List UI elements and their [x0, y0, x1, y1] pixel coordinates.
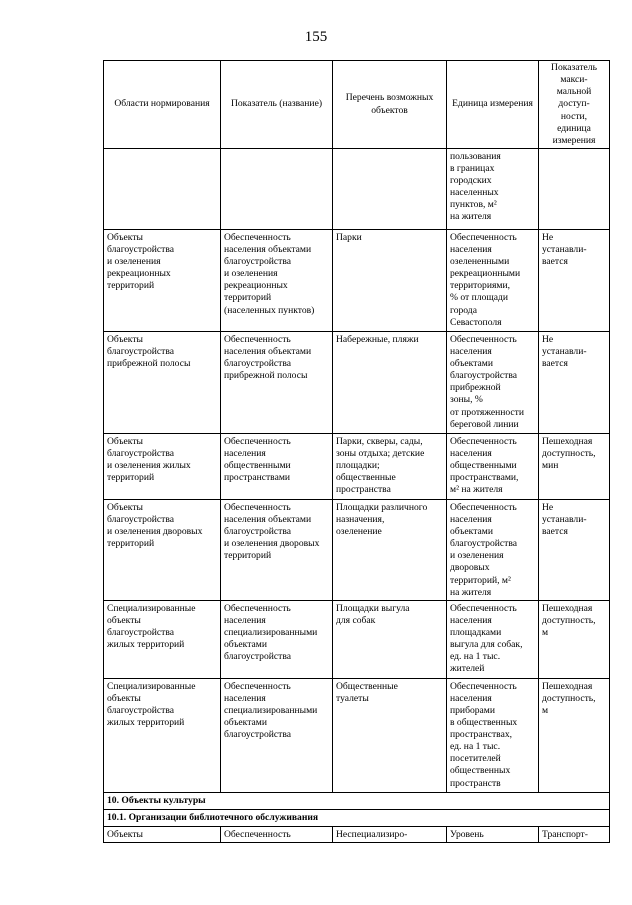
table-cell: Объекты — [104, 826, 221, 842]
table-cell: Обеспеченность населения специализированными объектами благоустройства — [221, 600, 333, 678]
header-indicator: Показатель (название) — [221, 61, 333, 149]
table-cell: Обеспеченность населения общественными пространствами — [221, 434, 333, 500]
subsection-heading: 10.1. Организации библиотечного обслуживания — [104, 809, 610, 826]
section-heading: 10. Объекты культуры — [104, 792, 610, 809]
table-cell — [539, 149, 610, 230]
table-row — [104, 332, 610, 434]
table-cell: Обеспеченность населения объектами благоустройства и озеленения дворовых территорий — [221, 500, 333, 601]
section-row-library — [104, 809, 610, 826]
table-cell: Обеспеченность населения общественными пространствами, м² на жителя — [447, 434, 539, 500]
table-cell: Набережные, пляжи — [333, 332, 447, 434]
table-cell: Парки — [333, 230, 447, 332]
table-cell: Обеспеченность — [221, 826, 333, 842]
page-number: 155 — [304, 29, 328, 45]
table-cell: Пешеходная доступность, мин — [539, 434, 610, 500]
table-cell — [104, 149, 221, 230]
table-row — [104, 149, 610, 230]
norms-table — [103, 60, 610, 843]
header-max-accessibility: Показатель макси- мальной доступ- ности, единица измерения — [539, 61, 610, 149]
table-row — [104, 678, 610, 792]
table-cell: Общественные туалеты — [333, 678, 447, 792]
table-cell: Объекты благоустройства и озеленения рекреационных территорий — [104, 230, 221, 332]
table-row — [104, 500, 610, 601]
table-cell: пользования в границах городских населенных пунктов, м² на жителя — [447, 149, 539, 230]
table-cell: Специализированные объекты благоустройства жилых территорий — [104, 600, 221, 678]
section-row-culture — [104, 792, 610, 809]
table-cell: Обеспеченность населения объектами благоустройства прибрежной полосы — [221, 332, 333, 434]
table-row — [104, 434, 610, 500]
table-row — [104, 826, 610, 842]
table-cell: Обеспеченность населения площадками выгула для собак, ед. на 1 тыс. жителей — [447, 600, 539, 678]
header-area: Области нормирования — [104, 61, 221, 149]
table-cell: Обеспеченность населения специализированными объектами благоустройства — [221, 678, 333, 792]
table-cell: Пешеходная доступность, м — [539, 678, 610, 792]
header-objects: Перечень возможных объектов — [333, 61, 447, 149]
table-cell: Объекты благоустройства и озеленения дворовых территорий — [104, 500, 221, 601]
table-cell: Не устанавли- вается — [539, 332, 610, 434]
table-cell: Неспециализиро- — [333, 826, 447, 842]
table-cell: Площадки различного назначения, озеленение — [333, 500, 447, 601]
table-cell: Обеспеченность населения озелененными рекреационными территориями, % от площади города Севастополя — [447, 230, 539, 332]
table-cell: Пешеходная доступность, м — [539, 600, 610, 678]
table-cell: Не устанавли- вается — [539, 500, 610, 601]
table-cell: Обеспеченность населения объектами благоустройства и озеленения дворовых территорий, м² на жителя — [447, 500, 539, 601]
table-cell: Площадки выгула для собак — [333, 600, 447, 678]
table-cell: Не устанавли- вается — [539, 230, 610, 332]
table-cell: Обеспеченность населения приборами в общественных пространствах, ед. на 1 тыс. посетителей общественных пространств — [447, 678, 539, 792]
table-cell: Обеспеченность населения объектами благоустройства прибрежной зоны, % от протяженности береговой линии — [447, 332, 539, 434]
table-row — [104, 230, 610, 332]
table-row — [104, 600, 610, 678]
table-cell: Объекты благоустройства прибрежной полосы — [104, 332, 221, 434]
table-cell: Специализированные объекты благоустройства жилых территорий — [104, 678, 221, 792]
table-header-row — [104, 61, 610, 149]
header-unit: Единица измерения — [447, 61, 539, 149]
table-cell: Объекты благоустройства и озеленения жилых территорий — [104, 434, 221, 500]
table-cell: Обеспеченность населения объектами благоустройства и озеленения рекреационных территорий (населенных пунктов) — [221, 230, 333, 332]
table-cell — [333, 149, 447, 230]
table-cell: Парки, скверы, сады, зоны отдыха; детские площадки; общественные пространства — [333, 434, 447, 500]
table-cell: Уровень — [447, 826, 539, 842]
table-cell: Транспорт- — [539, 826, 610, 842]
table-cell — [221, 149, 333, 230]
